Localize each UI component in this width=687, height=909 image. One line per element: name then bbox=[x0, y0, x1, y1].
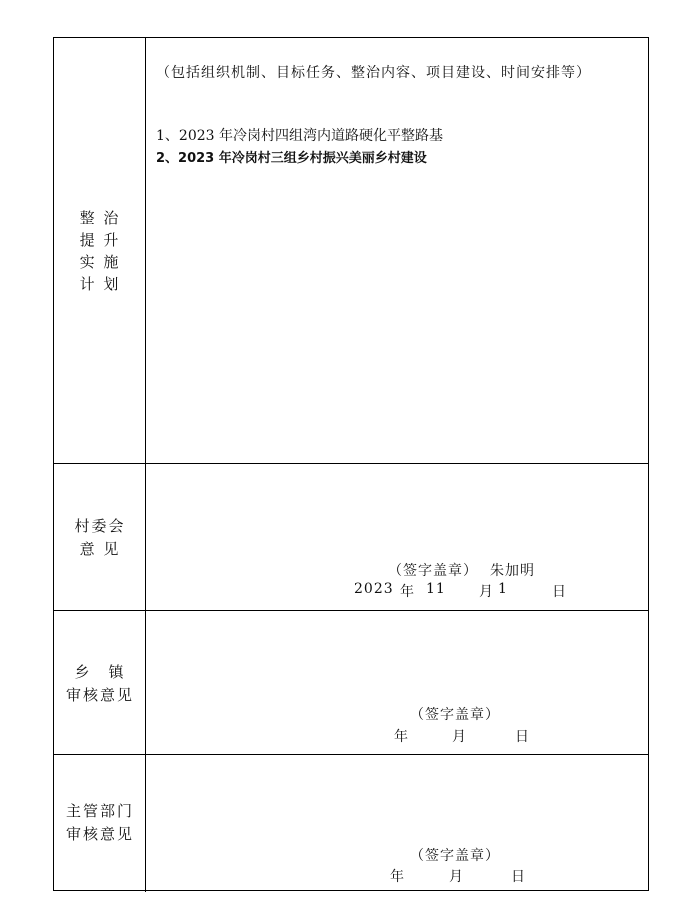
township-date-day-label: 日 bbox=[515, 729, 530, 745]
township-row bbox=[54, 611, 648, 755]
department-label-cell bbox=[54, 755, 146, 892]
department-label-line-1: 主管部门 bbox=[65, 802, 134, 820]
plan-label-line-3: 实 施 bbox=[79, 253, 121, 271]
village-sign-label: （签字盖章） bbox=[388, 563, 478, 579]
plan-label-cell bbox=[54, 38, 146, 463]
village-date-month: 11 bbox=[426, 581, 446, 597]
department-content-cell bbox=[146, 755, 648, 892]
village-label-line-2: 意 见 bbox=[79, 540, 121, 558]
village-label-line-1: 村委会 bbox=[74, 517, 126, 535]
village-date-year-label: 年 bbox=[400, 584, 415, 600]
plan-item-2: 2、2023 年冷岗村三组乡村振兴美丽乡村建设 bbox=[156, 151, 427, 166]
plan-label-line-1: 整 治 bbox=[79, 209, 121, 227]
village-date-day: 1 bbox=[498, 581, 508, 597]
village-label-cell bbox=[54, 464, 146, 610]
plan-row bbox=[54, 38, 648, 464]
plan-note: （包括组织机制、目标任务、整治内容、项目建设、时间安排等） bbox=[156, 65, 591, 81]
township-date-year-label: 年 bbox=[394, 729, 409, 745]
department-date-year-label: 年 bbox=[390, 869, 405, 885]
village-signer-name: 朱加明 bbox=[490, 563, 535, 579]
township-date-month-label: 月 bbox=[452, 729, 467, 745]
plan-item-1: 1、2023 年冷岗村四组湾内道路硬化平整路基 bbox=[156, 128, 443, 144]
township-label-cell bbox=[54, 611, 146, 754]
village-content-cell bbox=[146, 464, 648, 610]
township-label-line-1: 乡 镇 bbox=[74, 663, 126, 681]
department-label-line-2: 审核意见 bbox=[65, 825, 134, 843]
department-sign-label: （签字盖章） bbox=[410, 848, 500, 864]
plan-label-line-2: 提 升 bbox=[79, 231, 121, 249]
village-date-month-label: 月 bbox=[479, 584, 494, 600]
township-sign-label: （签字盖章） bbox=[410, 707, 500, 723]
township-content-cell bbox=[146, 611, 648, 754]
village-date-day-label: 日 bbox=[552, 584, 567, 600]
village-date-year: 2023 bbox=[354, 581, 394, 597]
plan-label-line-4: 计 划 bbox=[79, 275, 121, 293]
department-date-month-label: 月 bbox=[449, 869, 464, 885]
department-row bbox=[54, 755, 648, 892]
township-label-line-2: 审核意见 bbox=[65, 686, 134, 704]
village-row bbox=[54, 464, 648, 611]
plan-content-cell bbox=[146, 38, 648, 463]
approval-form-table bbox=[53, 37, 649, 891]
department-date-day-label: 日 bbox=[511, 869, 526, 885]
